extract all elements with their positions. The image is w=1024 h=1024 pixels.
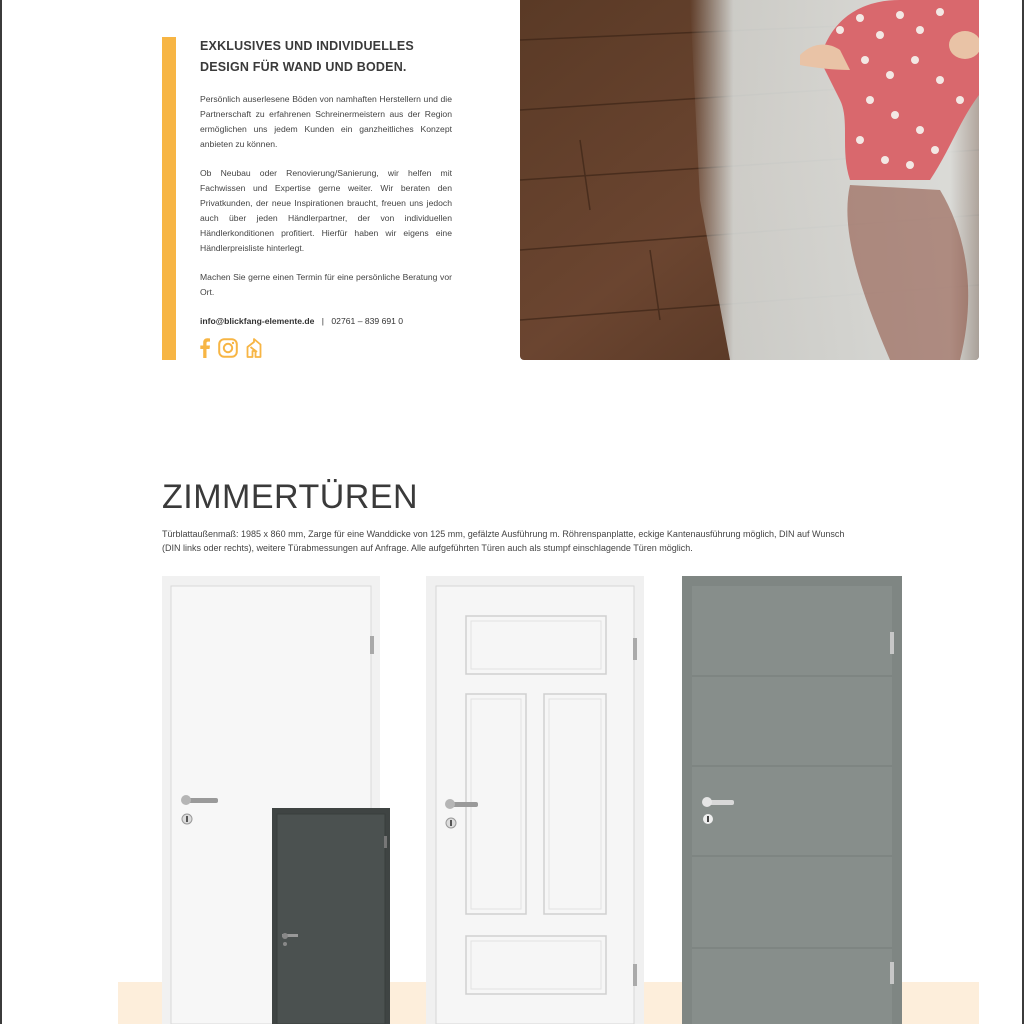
phone-number[interactable]: 02761 – 839 691 0 — [331, 316, 404, 326]
page-frame-left — [0, 0, 2, 1024]
intro-paragraph: Machen Sie gerne einen Termin für eine persönliche Beratung vor Ort. — [200, 272, 452, 297]
door-white-paneled — [426, 576, 646, 1024]
contact-separator: | — [321, 316, 325, 326]
intro-text-block — [200, 36, 452, 329]
facebook-icon[interactable] — [200, 338, 210, 358]
section-description: Türblattaußenmaß: 1985 x 860 mm, Zarge für eine Wanddicke von 125 mm, gefälzte Ausführung m. Röhrenspanplatte, eckige Kantenausführung möglich, DIN auf Wunsch (DIN links oder rechts), weitere Türabmessungen auf Anfrage. Alle aufgeführten Türen auch als stumpf einschlagende Türen möglich. — [162, 529, 845, 553]
houzz-icon[interactable] — [246, 338, 262, 358]
door-gray-grooved — [682, 576, 904, 1024]
hero-photo-baby-on-floor — [520, 0, 979, 360]
door-dark-small — [272, 808, 390, 1024]
intro-paragraph: Ob Neubau oder Renovierung/Sanierung, wir helfen mit Fachwissen und Expertise gerne weiter. Wir beraten den Privatkunden, der neue Inspirationen braucht, freuen uns jedoch auch über jeden Händlerpartner, der von individuellen Händlerkonditionen profitiert. Hierfür haben wir eigens eine Händlerpreisliste hinterlegt. — [200, 168, 452, 253]
social-icons — [200, 338, 262, 358]
intro-heading: EXKLUSIVES UND INDIVIDUELLES DESIGN FÜR WAND UND BODEN. — [200, 39, 414, 74]
email-link[interactable]: info@blickfang-elemente.de — [200, 316, 315, 326]
instagram-icon[interactable] — [218, 338, 238, 358]
accent-bar — [162, 37, 176, 360]
contact-line — [200, 314, 452, 329]
section-title: ZIMMERTÜREN — [162, 478, 419, 516]
intro-paragraph: Persönlich auserlesene Böden von namhaften Herstellern und die Partnerschaft zu erfahrenen Schreinermeistern aus der Region ermöglichen uns jedem Kunden ein ganzheitliches Konzept anbieten zu können. — [200, 94, 452, 149]
